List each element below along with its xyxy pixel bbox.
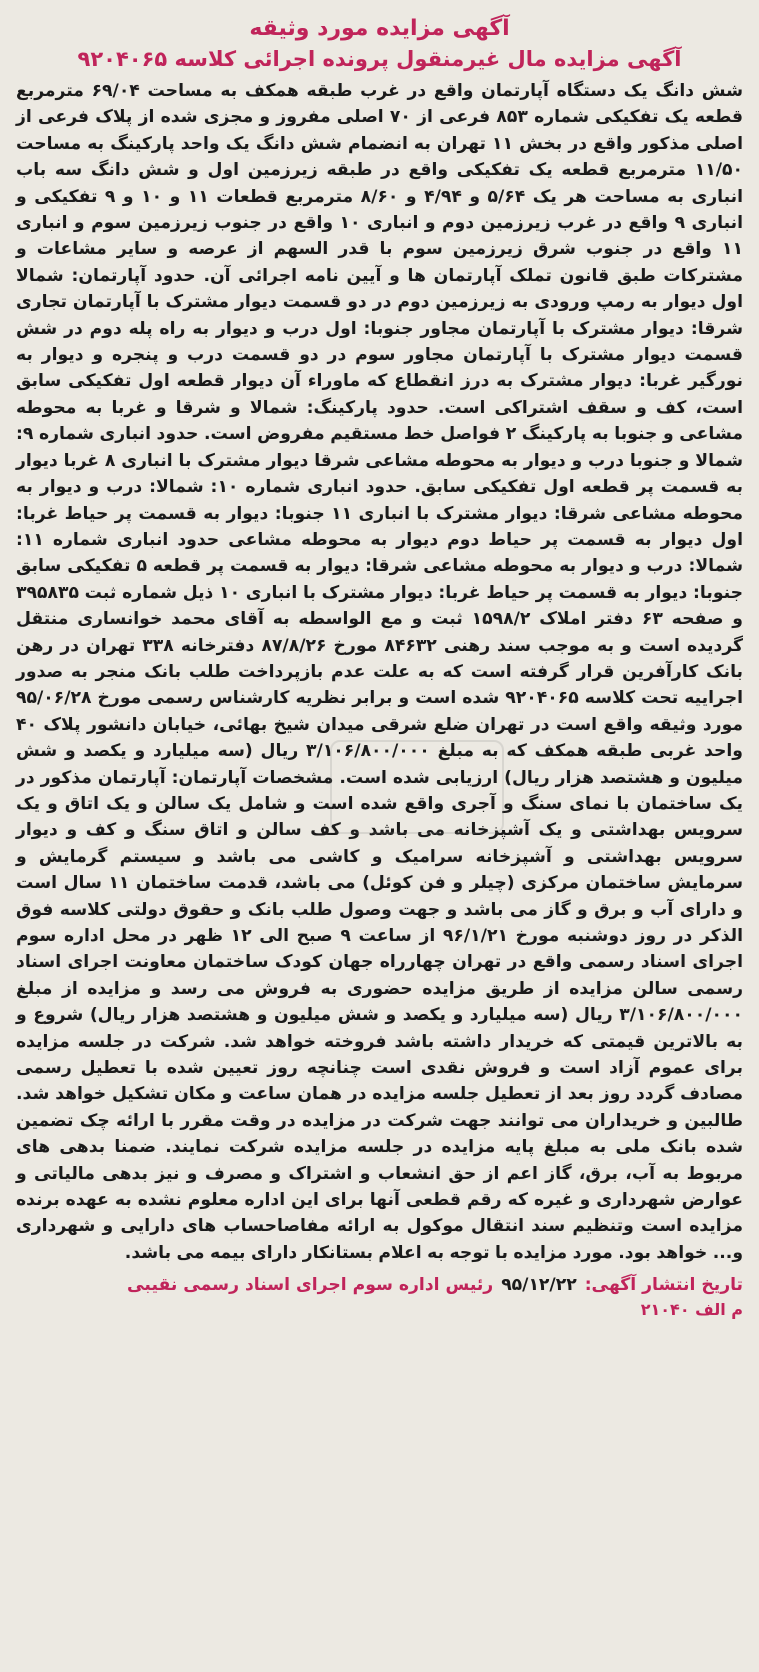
- notice-body: شش دانگ یک دستگاه آپارتمان واقع در غرب طبقه همکف به مساحت ۶۹/۰۴ مترمربع قطعه یک تفکیکی شماره ۸۵۳ فرعی از ۷۰ اصلی مفروز و مجزی شده از پلاک فرعی از اصلی مذکور واقع در بخش ۱۱ تهران به انضمام شش دانگ یک واحد پارکینگ به مساحت ۱۱/۵۰ مترمربع قطعه یک تفکیکی واقع در طبقه زیرزمین اول و شش دانگ سه باب انباری به مساحت هر یک ۵/۶۴ و ۴/۹۴ و ۸/۶۰ مترمربع قطعات ۱۱ و ۱۰ و ۹ تفکیکی و انباری ۹ واقع در غرب زیرزمین دوم و انباری ۱۰ واقع در جنوب زیرزمین سوم و انباری ۱۱ واقع در جنوب شرق زیرزمین سوم با قدر السهم از عرصه و سایر مشاعات و مشترکات طبق قانون تملک آپارتمان ها و آیین نامه اجرائی آن. حدود آپارتمان: شمالا اول دیوار به رمپ ورودی به زیرزمین دوم در دو قسمت دیوار مشترک با آپارتمان تجاری شرقا: دیوار مشترک با آپارتمان مجاور جنوبا: اول درب و دیوار به راه پله دوم در شش قسمت دیوار مشترک با آپارتمان مجاور سوم در دو قسمت درب و پنجره و دیوار به نورگیر غربا: دیوار مشترک به درز انقطاع که ماوراء آن دیوار قطعه اول تفکیکی سابق است، کف و سقف اشتراکی است. حدود پارکینگ: شمالا و شرقا و غربا به محوطه مشاعی و جنوبا به پارکینگ ۲ فواصل خط مستقیم مفروض است. حدود انباری شماره ۹: شمالا و جنوبا درب و دیوار به محوطه مشاعی شرقا دیوار مشترک با انباری ۸ غربا دیوار به قسمت پر قطعه اول تفکیکی سابق. حدود انباری شماره ۱۰: شمالا: درب و دیوار به محوطه مشاعی شرقا: دیوار مشترک با انباری ۱۱ جنوبا: دیوار به قسمت پر حیاط غربا: اول دیوار به قسمت پر حیاط دوم دیوار به محوطه مشاعی حدود انباری شماره ۱۱: شمالا: درب و دیوار به محوطه مشاعی شرقا: دیوار به قسمت پر قطعه ۵ تفکیکی سابق جنوبا: دیوار به قسمت پر حیاط غربا: دیوار مشترک با انباری ۱۰ ذیل شماره ثبت ۳۹۵۸۳۵ و صفحه ۶۳ دفتر املاک ۱۵۹۸/۲ ثبت و مع الواسطه به آقای محمد خوانساری منتقل گردیده است و به موجب سند رهنی ۸۴۶۳۲ مورخ ۸۷/۸/۲۶ دفترخانه ۳۳۸ تهران در رهن بانک کارآفرین قرار گرفته است که به علت عدم بازپرداخت طلب بانک منجر به صدور اجراییه تحت کلاسه ۹۲۰۴۰۶۵ شده است و برابر نظریه کارشناس رسمی مورخ ۹۵/۰۶/۲۸ مورد وثیقه واقع است در تهران ضلع شرقی میدان شیخ بهائی، خیابان دانشور پلاک ۴۰ واحد غربی طبقه همکف که به مبلغ ۳/۱۰۶/۸۰۰/۰۰۰ ریال (سه میلیارد و یکصد و شش میلیون و هشتصد هزار ریال) ارزیابی شده است. مشخصات آپارتمان: آپارتمان مذکور در یک ساختمان با نمای سنگ و آجری واقع شده است و شامل یک سالن و یک اتاق و یک سرویس بهداشتی و یک آشپزخانه می باشد و کف سالن و اتاق سنگ و کف و دیوار سرویس بهداشتی و آشپزخانه سرامیک و کاشی می باشد و سیستم گرمایش و سرمایش ساختمان مرکزی (چیلر و فن کوئل) می باشد، قدمت ساختمان ۱۱ سال است و دارای آب و برق و گاز می باشد و جهت وصول طلب بانک و حقوق دولتی کلاسه فوق الذکر در روز دوشنبه مورخ ۹۶/۱/۲۱ از ساعت ۹ صبح الی ۱۲ ظهر در محل اداره سوم اجرای اسناد رسمی واقع در تهران چهارراه جهان کودک ساختمان معاونت اجرای اسناد رسمی سالن مزایده از طریق مزایده حضوری به فروش می رسد و مزایده از مبلغ ۳/۱۰۶/۸۰۰/۰۰۰ ریال (سه میلیارد و یکصد و شش میلیون و هشتصد هزار ریال) شروع و به بالاترین قیمتی که خریدار داشته باشد فروخته خواهد شد. شرکت در جلسه مزایده برای عموم آزاد است و فروش نقدی است چنانچه روز تعیین شده با تعطیل رسمی مصادف گردد روز بعد از تعطیل جلسه مزایده در همان ساعت و مکان تشکیل خواهد شد. طالبین و خریداران می توانند جهت شرکت در مزایده در وقت مقرر با ارائه چک تضمین شده بانک ملی به مبلغ پایه مزایده در جلسه مزایده شرکت نمایند. ضمنا بدهی های مربوط به آب، برق، گاز اعم از حق انشعاب و اشتراک و مصرف و نیز بدهی مالیاتی و عوارض شهرداری و غیره که رقم قطعی آنها برای این اداره معلوم نشده به عهده برنده مزایده است وتنظیم سند انتقال موکول به ارائه مفاصاحساب های دارایی و شهرداری و... خواهد بود. مورد مزایده با توجه به اعلام بستانکار دارای بیمه می باشد.: [16, 81, 744, 1263]
- publication-date-label: تاریخ انتشار آگهی:: [584, 1275, 743, 1296]
- notice-subtitle: آگهی مزایده مال غیرمنقول پرونده اجرائی کلاسه ۹۲۰۴۰۶۵: [77, 47, 682, 71]
- notice-title: آگهی مزایده مورد وثیقه: [249, 16, 510, 41]
- notice-footer: [16, 1272, 743, 1322]
- publication-line: [16, 1272, 743, 1298]
- signature: رئیس اداره سوم اجرای اسناد رسمی نقیبی: [127, 1275, 494, 1296]
- notice-code: م الف ۲۱۰۴۰: [640, 1300, 743, 1320]
- publication-date: ۹۵/۱۲/۲۲: [501, 1275, 577, 1296]
